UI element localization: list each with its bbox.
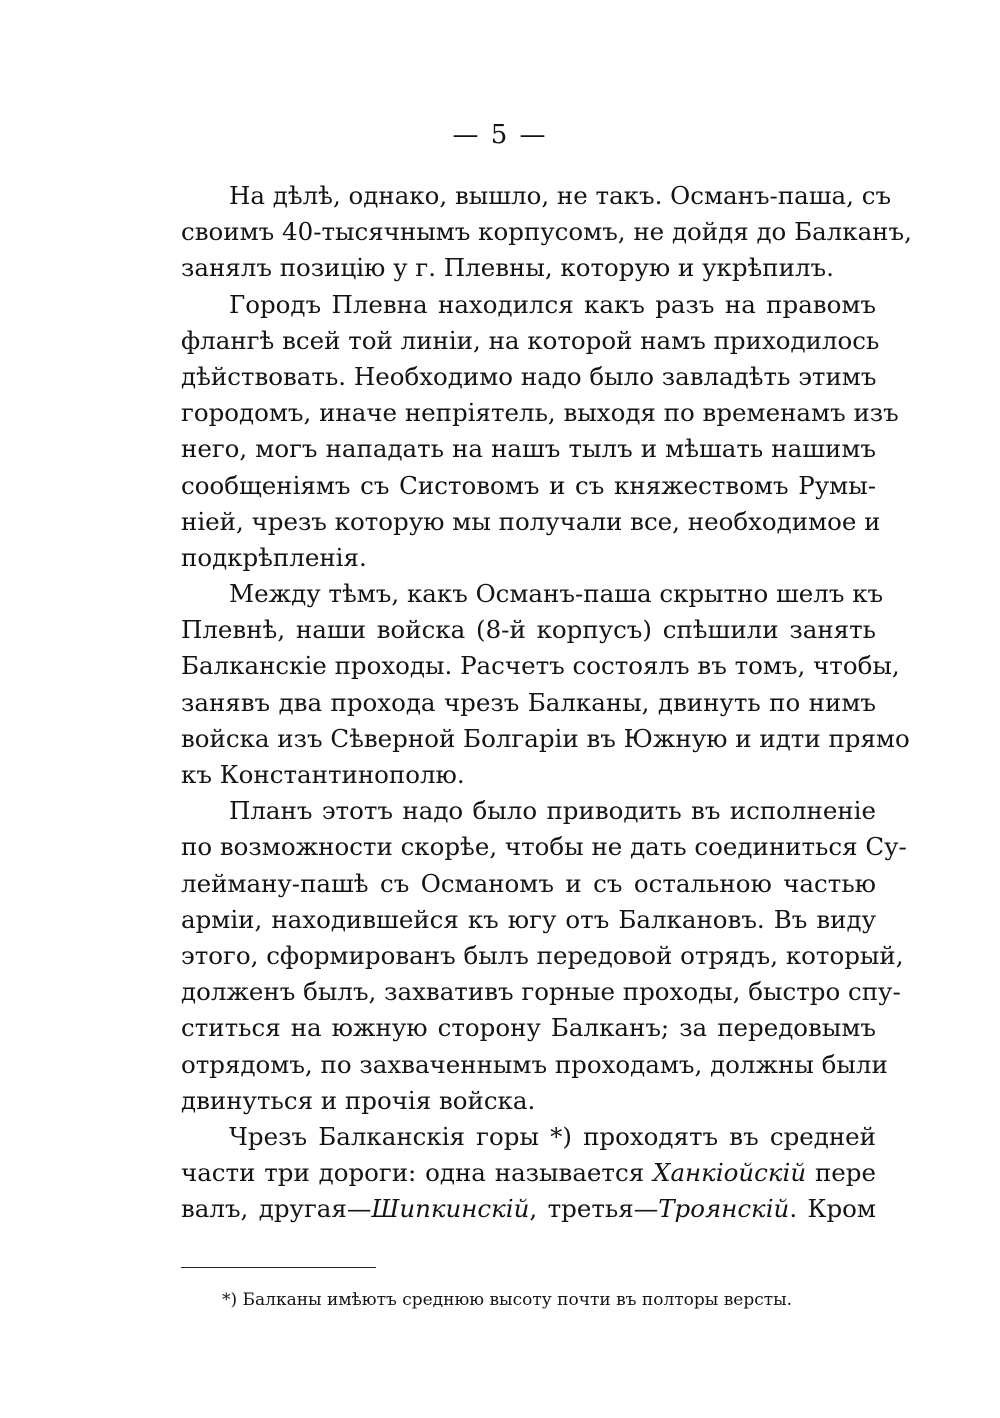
page-number: — 5 — [452, 120, 548, 150]
text-line: отрядомъ, по захваченнымъ проходамъ, должны были [181, 1049, 888, 1079]
text-line: лейману-пашѣ съ Османомъ и съ остальною частью [181, 868, 876, 898]
text-line: флангѣ всей той линіи, на которой намъ приходилось [181, 325, 880, 355]
text-line: ніей, чрезъ которую мы получали все, необходимое и [181, 506, 881, 536]
body-text [181, 178, 912, 1227]
text-line: подкрѣпленія. [181, 542, 367, 572]
text-line: къ Константинополю. [181, 760, 465, 789]
text-line: ститься на южную сторону Балканъ; за передовымъ [181, 1013, 876, 1043]
text-line: Планъ этотъ надо было приводить въ исполненіе [229, 796, 876, 826]
text-line: Чрезъ Балканскія горы *) проходятъ въ средней [229, 1121, 876, 1151]
text-line: арміи, находившейся къ югу отъ Балкановъ. Въ виду [181, 904, 876, 934]
text-fragment: , третья— [529, 1194, 659, 1224]
text-fragment: пере [806, 1158, 876, 1188]
pass-name: Троянскій [658, 1194, 790, 1224]
text-line: На дѣлѣ, однако, вышло, не такъ. Османъ-паша, съ [229, 181, 892, 210]
text-line: него, могъ нападать на нашъ тылъ и мѣшать нашимъ [181, 434, 876, 464]
text-line [181, 1191, 876, 1227]
text-line: двинуться и прочія войска. [181, 1085, 536, 1115]
text-line: долженъ былъ, захвативъ горные проходы, быстро спу- [181, 977, 901, 1007]
text-line: Между тѣмъ, какъ Османъ-паша скрытно шелъ къ [229, 579, 884, 609]
text-line: этого, сформированъ былъ передовой отрядъ, который, [181, 940, 904, 970]
text-line: войска изъ Сѣверной Болгаріи въ Южную и идти прямо [181, 723, 910, 753]
text-line: по возможности скорѣе, чтобы не дать соединиться Су- [181, 832, 907, 862]
text-line: своимъ 40-тысячнымъ корпусомъ, не дойдя до Балканъ, [181, 217, 912, 247]
text-line: занявъ два прохода чрезъ Балканы, двинуть по нимъ [181, 687, 876, 717]
text-fragment: . Кром [789, 1194, 876, 1224]
text-fragment: валъ, другая— [181, 1194, 372, 1224]
footnote: *) Балканы имѣютъ среднюю высоту почти въ полторы версты. [222, 1290, 793, 1310]
text-fragment: части три дороги: одна называется [181, 1158, 653, 1188]
text-line [181, 1155, 876, 1191]
footnote-rule [181, 1267, 376, 1268]
text-line: занялъ позицію у г. Плевны, которую и укрѣпилъ. [181, 253, 834, 283]
text-line: Городъ Плевна находился какъ разъ на правомъ [229, 289, 876, 319]
text-line: дѣйствовать. Необходимо надо было завладѣть этимъ [181, 361, 877, 391]
text-line: городомъ, иначе непріятель, выходя по временамъ изъ [181, 398, 899, 428]
text-line: Плевнѣ, наши войска (8-й корпусъ) спѣшили занять [181, 615, 876, 645]
pass-name: Шипкинскій [371, 1194, 530, 1224]
pass-name: Ханкіойскій [653, 1158, 807, 1188]
text-line: Балканскіе проходы. Расчетъ состоялъ въ томъ, чтобы, [181, 651, 900, 681]
text-line: сообщеніямъ съ Систовомъ и съ княжествомъ Румы- [181, 470, 876, 500]
